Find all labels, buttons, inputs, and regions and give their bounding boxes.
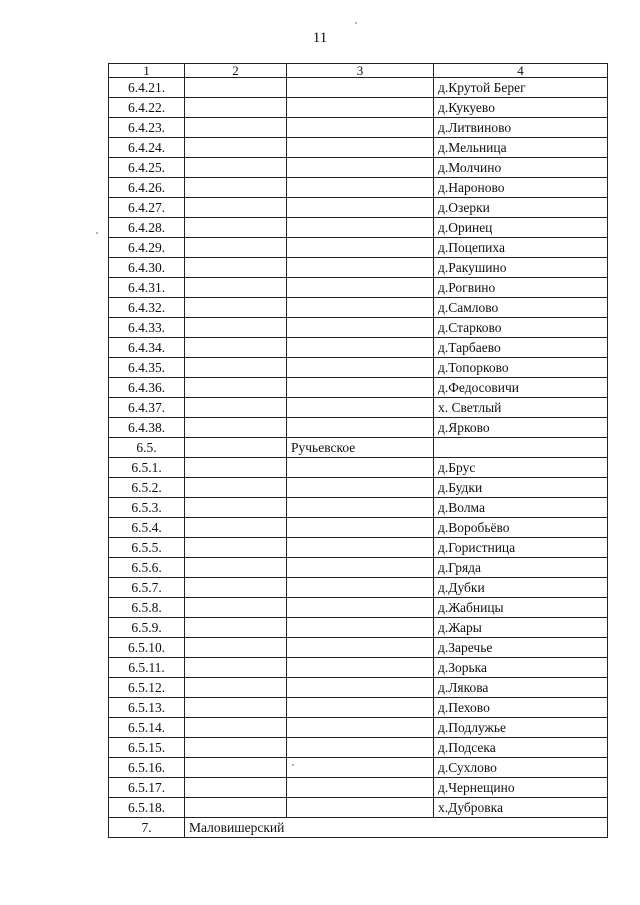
cell-col-2	[185, 558, 287, 578]
table-row	[109, 338, 608, 358]
cell-col-3	[287, 298, 434, 318]
cell-col-3	[287, 638, 434, 658]
settlement-name: д.Воробьёво	[434, 518, 608, 538]
cell-col-3	[287, 578, 434, 598]
row-number: 6.5.5.	[109, 538, 185, 558]
cell-col-2	[185, 438, 287, 458]
row-number: 6.5.10.	[109, 638, 185, 658]
table-row	[109, 378, 608, 398]
row-number: 6.4.38.	[109, 418, 185, 438]
table-row	[109, 398, 608, 418]
cell-col-3	[287, 278, 434, 298]
cell-col-3	[287, 738, 434, 758]
table-row	[109, 718, 608, 738]
settlement-name: д.Топорково	[434, 358, 608, 378]
settlement-name: д.Ярково	[434, 418, 608, 438]
cell-col-2	[185, 478, 287, 498]
cell-col-3	[287, 338, 434, 358]
table-row	[109, 198, 608, 218]
cell-col-2	[185, 278, 287, 298]
cell-col-2	[185, 318, 287, 338]
row-number: 6.5.1.	[109, 458, 185, 478]
settlement-name: д.Федосовичи	[434, 378, 608, 398]
row-number: 6.4.35.	[109, 358, 185, 378]
column-header-1: 1	[109, 64, 185, 78]
cell-col-3	[287, 618, 434, 638]
cell-col-2	[185, 718, 287, 738]
settlement-name: д.Подлужье	[434, 718, 608, 738]
cell-col-3	[287, 218, 434, 238]
settlement-name: д.Самлово	[434, 298, 608, 318]
settlement-name: х.Дубровка	[434, 798, 608, 818]
row-number: 6.5.17.	[109, 778, 185, 798]
cell-col-3	[287, 518, 434, 538]
row-number: 6.4.30.	[109, 258, 185, 278]
cell-col-3	[287, 98, 434, 118]
cell-col-2	[185, 638, 287, 658]
cell-col-3	[287, 158, 434, 178]
table-row	[109, 118, 608, 138]
cell-col-2	[185, 598, 287, 618]
cell-col-3	[287, 238, 434, 258]
settlement-name: д.Лякова	[434, 678, 608, 698]
table-row	[109, 258, 608, 278]
row-number: 6.5.3.	[109, 498, 185, 518]
cell-col-3	[287, 778, 434, 798]
table-row	[109, 538, 608, 558]
settlement-name: х. Светлый	[434, 398, 608, 418]
settlement-name: д.Крутой Берег	[434, 78, 608, 98]
row-number: 6.4.33.	[109, 318, 185, 338]
settlement-name: д.Мельница	[434, 138, 608, 158]
table-row	[109, 298, 608, 318]
cell-col-2	[185, 578, 287, 598]
table-row	[109, 478, 608, 498]
column-header-3: 3	[287, 64, 434, 78]
cell-col-2	[185, 338, 287, 358]
settlement-name: д.Тарбаево	[434, 338, 608, 358]
cell-col-2	[185, 138, 287, 158]
cell-col-2	[185, 298, 287, 318]
cell-col-2	[185, 158, 287, 178]
row-number: 6.5.15.	[109, 738, 185, 758]
cell-col-2	[185, 418, 287, 438]
cell-col-2	[185, 518, 287, 538]
table-row	[109, 238, 608, 258]
cell-col-2	[185, 78, 287, 98]
cell-col-2	[185, 498, 287, 518]
scan-speck	[292, 764, 294, 766]
row-number: 6.5.2.	[109, 478, 185, 498]
column-header-4: 4	[434, 64, 608, 78]
cell-col-2	[185, 198, 287, 218]
settlement-name: д.Сухлово	[434, 758, 608, 778]
cell-col-3	[287, 138, 434, 158]
cell-col-2	[185, 398, 287, 418]
row-number: 6.4.23.	[109, 118, 185, 138]
cell-col-3	[287, 798, 434, 818]
settlement-name: д.Литвиново	[434, 118, 608, 138]
table-row	[109, 578, 608, 598]
cell-col-2	[185, 538, 287, 558]
cell-col-3	[287, 598, 434, 618]
row-number: 6.5.4.	[109, 518, 185, 538]
table-row	[109, 558, 608, 578]
cell-col-2	[185, 98, 287, 118]
cell-col-3	[287, 178, 434, 198]
cell-col-2	[185, 738, 287, 758]
table-row	[109, 498, 608, 518]
settlement-name: д.Чернещино	[434, 778, 608, 798]
table-row	[109, 518, 608, 538]
cell-col-3	[287, 478, 434, 498]
settlement-name: д.Ракушино	[434, 258, 608, 278]
settlement-name: д.Заречье	[434, 638, 608, 658]
row-number: 6.5.11.	[109, 658, 185, 678]
settlement-name: д.Пехово	[434, 698, 608, 718]
table-row	[109, 418, 608, 438]
row-number: 6.5.14.	[109, 718, 185, 738]
row-number: 7.	[109, 818, 185, 838]
row-number: 6.4.37.	[109, 398, 185, 418]
row-number: 6.5.8.	[109, 598, 185, 618]
cell-col-3	[287, 678, 434, 698]
cell-col-3	[287, 258, 434, 278]
row-number: 6.4.21.	[109, 78, 185, 98]
cell-col-3	[287, 718, 434, 738]
settlement-name: д.Старково	[434, 318, 608, 338]
table-row	[109, 218, 608, 238]
settlement-name: д.Рогвино	[434, 278, 608, 298]
row-number: 6.4.25.	[109, 158, 185, 178]
cell-col-3	[287, 558, 434, 578]
cell-col-3	[287, 118, 434, 138]
settlement-name: д.Оринец	[434, 218, 608, 238]
settlement-name: д.Жабницы	[434, 598, 608, 618]
table-row	[109, 178, 608, 198]
row-number: 6.4.36.	[109, 378, 185, 398]
table-row	[109, 598, 608, 618]
cell-col-3	[287, 318, 434, 338]
cell-col-2	[185, 358, 287, 378]
cell-col-2	[185, 238, 287, 258]
row-number: 6.5.12.	[109, 678, 185, 698]
settlement-name: д.Гористница	[434, 538, 608, 558]
row-number: 6.4.22.	[109, 98, 185, 118]
table-header-row	[109, 64, 608, 78]
cell-col-2	[185, 178, 287, 198]
row-number: 6.4.29.	[109, 238, 185, 258]
cell-col-3	[287, 78, 434, 98]
settlement-name: д.Жары	[434, 618, 608, 638]
table-row	[109, 358, 608, 378]
table-row	[109, 138, 608, 158]
row-number: 6.4.31.	[109, 278, 185, 298]
table-row	[109, 638, 608, 658]
table-row	[109, 758, 608, 778]
cell-col-3	[287, 698, 434, 718]
table-row	[109, 678, 608, 698]
table-row	[109, 98, 608, 118]
cell-col-3: Ручьевское	[287, 438, 434, 458]
settlement-name: д.Будки	[434, 478, 608, 498]
row-number: 6.4.28.	[109, 218, 185, 238]
cell-col-3	[287, 498, 434, 518]
settlement-name	[434, 438, 608, 458]
settlement-name: д.Нароново	[434, 178, 608, 198]
cell-col-2	[185, 658, 287, 678]
row-number: 6.5.9.	[109, 618, 185, 638]
cell-col-3	[287, 358, 434, 378]
cell-col-3	[287, 398, 434, 418]
table-row	[109, 78, 608, 98]
row-number: 6.4.27.	[109, 198, 185, 218]
district-name: Маловишерский	[185, 818, 608, 838]
cell-col-2	[185, 378, 287, 398]
cell-col-2	[185, 758, 287, 778]
scan-speck	[96, 232, 98, 234]
table-row	[109, 738, 608, 758]
cell-col-2	[185, 678, 287, 698]
row-number: 6.5.	[109, 438, 185, 458]
settlement-name: д.Гряда	[434, 558, 608, 578]
table-row	[109, 778, 608, 798]
row-number: 6.4.34.	[109, 338, 185, 358]
page-number: 11	[312, 30, 328, 46]
cell-col-3	[287, 418, 434, 438]
cell-col-2	[185, 118, 287, 138]
cell-col-2	[185, 778, 287, 798]
settlement-name: д.Поцепиха	[434, 238, 608, 258]
scan-speck	[355, 22, 357, 24]
table-row	[109, 438, 608, 458]
row-number: 6.5.6.	[109, 558, 185, 578]
table-row	[109, 158, 608, 178]
cell-col-3	[287, 658, 434, 678]
table-row	[109, 618, 608, 638]
table-row	[109, 798, 608, 818]
cell-col-3	[287, 198, 434, 218]
row-number: 6.5.16.	[109, 758, 185, 778]
cell-col-2	[185, 698, 287, 718]
settlement-name: д.Дубки	[434, 578, 608, 598]
cell-col-3	[287, 758, 434, 778]
cell-col-2	[185, 458, 287, 478]
table-row	[109, 658, 608, 678]
row-number: 6.5.13.	[109, 698, 185, 718]
cell-col-3	[287, 378, 434, 398]
settlement-name: д.Кукуево	[434, 98, 608, 118]
settlement-name: д.Подсека	[434, 738, 608, 758]
table-row	[109, 278, 608, 298]
table-row	[109, 458, 608, 478]
table-row-last	[109, 818, 608, 838]
row-number: 6.5.7.	[109, 578, 185, 598]
row-number: 6.4.24.	[109, 138, 185, 158]
cell-col-2	[185, 258, 287, 278]
settlement-name: д.Озерки	[434, 198, 608, 218]
table-body	[109, 78, 608, 818]
cell-col-2	[185, 618, 287, 638]
column-header-2: 2	[185, 64, 287, 78]
cell-col-3	[287, 538, 434, 558]
row-number: 6.5.18.	[109, 798, 185, 818]
row-number: 6.4.26.	[109, 178, 185, 198]
settlement-name: д.Волма	[434, 498, 608, 518]
cell-col-2	[185, 218, 287, 238]
row-number: 6.4.32.	[109, 298, 185, 318]
cell-col-3	[287, 458, 434, 478]
settlement-name: д.Брус	[434, 458, 608, 478]
settlements-table	[108, 63, 608, 838]
table-row	[109, 318, 608, 338]
settlement-name: д.Зорька	[434, 658, 608, 678]
cell-col-2	[185, 798, 287, 818]
settlement-name: д.Молчино	[434, 158, 608, 178]
table-row	[109, 698, 608, 718]
